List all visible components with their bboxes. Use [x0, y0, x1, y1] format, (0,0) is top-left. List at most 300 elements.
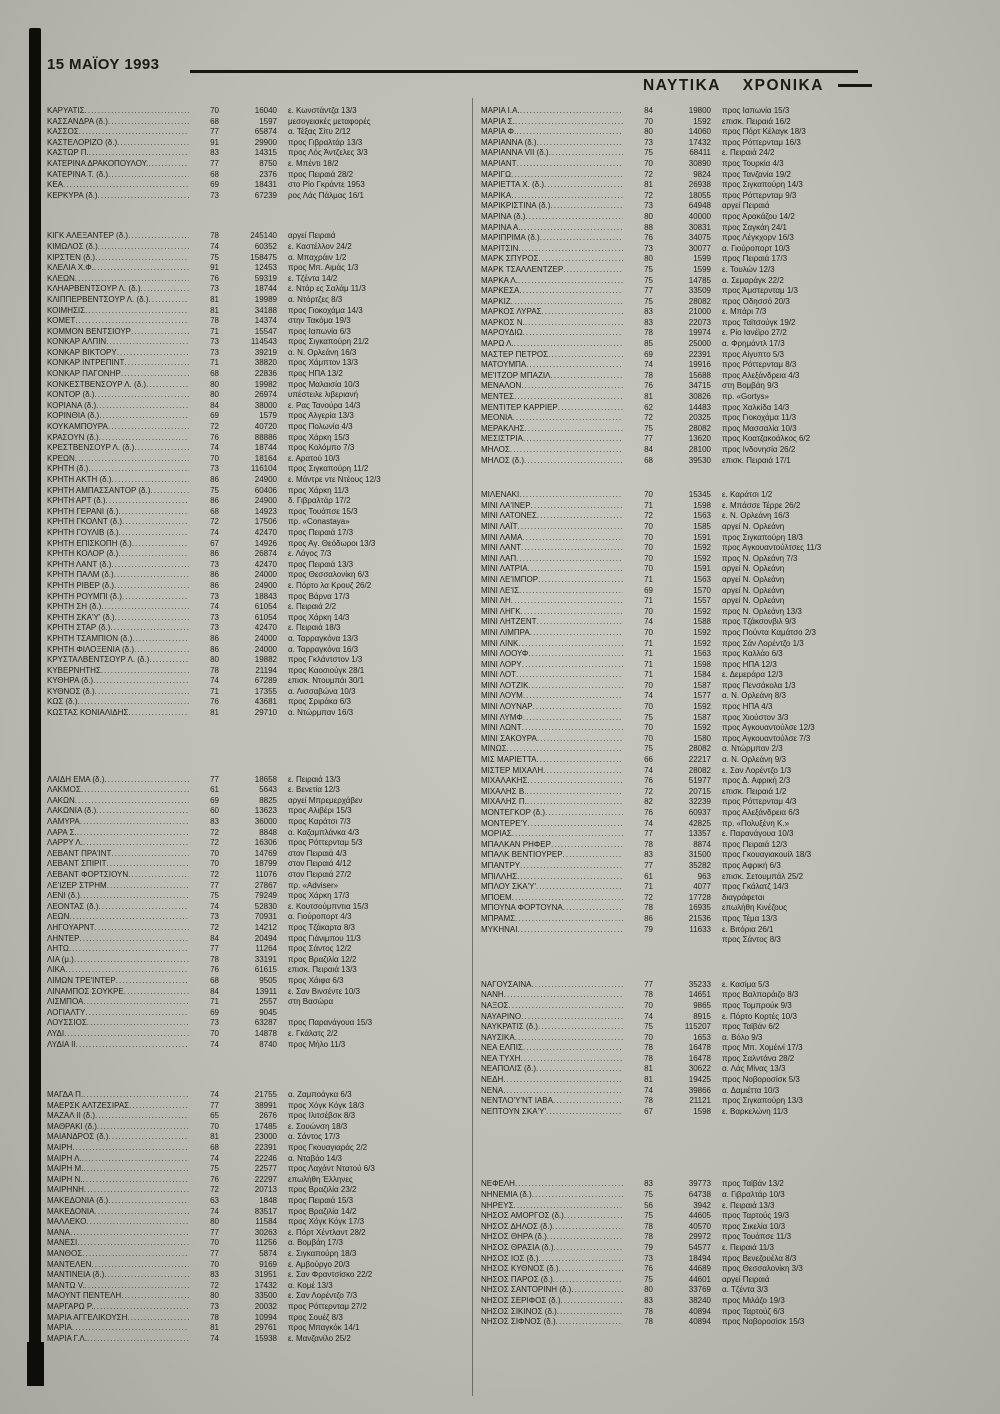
- ship-name-cell: [481, 596, 623, 607]
- ship-row: [47, 592, 468, 603]
- ship-name-cell: [481, 575, 623, 586]
- ship-name-cell: [47, 1090, 189, 1101]
- ship-year: 72: [644, 413, 653, 423]
- ship-status: μεσογειακές μεταφορές: [288, 116, 371, 126]
- ship-status: προς Πειραιά 13/3: [288, 559, 354, 569]
- ship-year: 80: [210, 1217, 219, 1227]
- ship-row: [481, 212, 905, 223]
- dot-leader: [77, 828, 189, 839]
- ship-name: ΛΙΣΜΠΟΑ: [47, 997, 84, 1007]
- ship-row: [481, 882, 905, 893]
- ship-status: ε. Βιτόρια 26/1: [722, 924, 774, 934]
- ship-name: ΝΕΑ ΤΥΧΗ: [481, 1053, 521, 1063]
- ship-year: 76: [644, 381, 653, 391]
- dot-leader: [128, 231, 189, 242]
- ship-tonnage: 42470: [254, 559, 277, 569]
- dot-leader: [537, 511, 623, 522]
- dot-leader: [95, 923, 189, 934]
- dot-leader: [106, 337, 189, 348]
- ship-status: ε. Σαν Βινσέντε 10/3: [288, 986, 360, 996]
- dot-leader: [98, 242, 189, 253]
- ship-row: [481, 350, 905, 361]
- ship-year: 78: [644, 328, 653, 338]
- ship-status: ε. Δεμεράρα 12/3: [722, 670, 783, 680]
- ship-tonnage: 16040: [254, 106, 277, 115]
- ship-year: 70: [644, 606, 653, 616]
- ship-status: προς Τανζανία 19/2: [722, 169, 791, 179]
- ship-tonnage: 26874: [254, 549, 277, 559]
- ship-row: [47, 602, 468, 613]
- ship-name-cell: [481, 297, 623, 308]
- ship-status: προς Καράτσι 7/3: [288, 817, 351, 827]
- ship-tonnage: 44689: [688, 1264, 711, 1274]
- ship-year: 83: [210, 148, 219, 158]
- ship-name: ΜΑΙΡΗΝΗ: [47, 1185, 84, 1195]
- ship-name: ΜΑΡΚ ΣΠΥΡΟΣ: [481, 254, 539, 264]
- ship-name-cell: [481, 1201, 623, 1212]
- ship-tonnage: 21121: [689, 1096, 711, 1106]
- dot-leader: [75, 454, 189, 465]
- ship-name-cell: [47, 475, 189, 486]
- ship-name: ΚΛΕΛΙΑ Χ.Φ.: [47, 263, 94, 273]
- ship-name: ΜΙΝΙ ΛΑΤΡΙΑ: [481, 564, 528, 574]
- ship-row: [481, 191, 905, 202]
- dot-leader: [83, 838, 189, 849]
- ship-name: ΚΟΡΙΝΘΙΑ (δ.): [47, 411, 100, 421]
- ship-tonnage: 33191: [254, 954, 277, 964]
- dot-leader: [552, 1222, 623, 1233]
- ship-status: προς Σιγκαπούρη 11/2: [288, 464, 369, 474]
- ship-name-cell: [481, 413, 623, 424]
- ship-row: [481, 297, 905, 308]
- ship-year: 70: [644, 1032, 653, 1042]
- ship-status: προς Λός Άντζελες 3/3: [288, 148, 368, 158]
- ship-name: ΛΑΡΑ Σ.: [47, 827, 77, 837]
- ship-year: 69: [210, 411, 219, 421]
- ship-name-cell: [47, 1040, 189, 1051]
- dot-leader: [83, 997, 189, 1008]
- ship-status: α. Τέξας Σίτυ 2/12: [288, 127, 351, 137]
- ship-row: [481, 787, 905, 798]
- ship-tonnage: 42470: [254, 623, 277, 633]
- ship-row: [481, 1107, 905, 1118]
- ship-name: ΝΑΥΑΡΙΝΟ: [481, 1011, 522, 1021]
- ship-name: ΜΙΧΑΛΑΚΗΣ: [481, 776, 528, 786]
- ship-status: προς Άμστερνταμ 1/3: [722, 286, 798, 296]
- ship-year: 70: [644, 532, 653, 542]
- ship-year: 68: [210, 169, 219, 179]
- ship-year: 75: [644, 1022, 653, 1032]
- dot-leader: [122, 517, 189, 528]
- ship-year: 72: [210, 517, 219, 527]
- ship-row: [481, 776, 905, 787]
- ship-status: προς Αλεξάνδρεια 4/3: [722, 370, 800, 380]
- ship-tonnage: 25000: [688, 339, 711, 349]
- dot-leader: [132, 634, 189, 645]
- ship-status: προς Ιαπωνία 6/3: [288, 326, 351, 336]
- ship-name-cell: [481, 1222, 623, 1233]
- ship-name: ΚΟΝΚΕΣΤΒΕΝΣΟΥΡ Λ. (δ.): [47, 379, 147, 389]
- ship-tonnage: 13620: [688, 434, 711, 444]
- ship-status: προς Πειραιά 12/3: [722, 839, 788, 849]
- ship-tonnage: 30622: [688, 1064, 711, 1074]
- ship-name-cell: [481, 318, 623, 329]
- ship-row: [47, 464, 468, 475]
- dot-leader: [513, 413, 623, 424]
- ship-row: [481, 990, 905, 1001]
- ship-name: ΜΙΝΙ ΛΟΟΥΦ: [481, 649, 529, 659]
- dot-leader: [524, 456, 623, 467]
- ship-status: προς Νοβοροσίσκ 5/3: [722, 1075, 800, 1085]
- ship-name-cell: [481, 381, 623, 392]
- dot-leader: [72, 1323, 189, 1334]
- ship-year: 85: [644, 339, 653, 349]
- ship-tonnage: 34715: [688, 381, 711, 391]
- ship-status: προς Αλγερία 13/3: [288, 411, 354, 421]
- ship-name: ΜΑΡΟΥΔΙΩ: [481, 328, 523, 338]
- ship-group: [481, 980, 905, 1118]
- ship-tonnage: 40894: [688, 1306, 711, 1316]
- ship-row: [47, 507, 468, 518]
- ship-row: [481, 1285, 905, 1296]
- ship-year: 74: [210, 443, 219, 453]
- ship-status: προς Ν. Ορλεάνη 13/3: [722, 606, 802, 616]
- ship-row: [47, 902, 468, 913]
- ship-status: [281, 1008, 468, 1019]
- dot-leader: [547, 1232, 623, 1243]
- dot-leader: [537, 138, 623, 149]
- ship-row: [481, 180, 905, 191]
- ship-status: ε. Αρατού 10/3: [288, 453, 340, 463]
- ship-tonnage: 17355: [254, 686, 277, 696]
- ship-name-cell: [47, 507, 189, 518]
- ship-name-cell: [481, 925, 623, 936]
- dot-leader: [553, 1243, 623, 1254]
- dot-leader: [510, 445, 623, 456]
- ship-row: [47, 655, 468, 666]
- ship-name-cell: [47, 170, 189, 181]
- ship-status: προς Ταϊβάν 6/2: [722, 1022, 780, 1032]
- ship-year: 71: [644, 659, 653, 669]
- ship-row: [481, 713, 905, 724]
- ship-tonnage: 5643: [259, 785, 277, 795]
- ship-name-cell: [47, 1175, 189, 1186]
- ship-name: ΛΕΒΑΝΤ ΠΡΑ'ΙΝΤ: [47, 848, 112, 858]
- ship-status: προς Λαχάντ Ντατού 6/3: [288, 1164, 375, 1174]
- ship-row: [47, 191, 468, 202]
- ship-name-cell: [481, 522, 623, 533]
- ship-year: 70: [644, 733, 653, 743]
- ship-tonnage: 60406: [254, 485, 277, 495]
- ship-name-cell: [47, 1228, 189, 1239]
- ship-year: 76: [644, 1264, 653, 1274]
- ship-name: ΝΗΣΟΣ ΙΟΣ (δ.): [481, 1253, 539, 1263]
- ship-name: ΜΠΑΛΚΑΝ ΡΗΦΕΡ: [481, 839, 551, 849]
- ship-name: ΝΗΝΕΜΙΑ (δ.): [481, 1190, 532, 1200]
- ship-status: α. Κομέ 13/3: [288, 1280, 333, 1290]
- dot-leader: [550, 371, 623, 382]
- ship-year: 74: [644, 1011, 653, 1021]
- dot-leader: [563, 265, 623, 276]
- ship-name-cell: [47, 859, 189, 870]
- ship-name: ΚΡΥΣΤΑΛΒΕΝΤΣΟΥΡ Λ. (δ.): [47, 655, 150, 665]
- ship-name: ΚΑΣΤΩΡ Π.: [47, 148, 89, 158]
- ship-year: 78: [210, 1312, 219, 1322]
- dot-leader: [121, 1291, 189, 1302]
- ship-tonnage: 1592: [693, 606, 711, 616]
- ship-name: ΜΙΧΑΛΗΣ Β.: [481, 786, 527, 796]
- ship-row: [481, 893, 905, 904]
- ship-name-cell: [481, 201, 623, 212]
- ship-row: [47, 316, 468, 327]
- ship-year: 73: [644, 243, 653, 253]
- ship-status: αργεί Πειραιά: [722, 201, 770, 211]
- ship-tonnage: 116104: [250, 464, 277, 474]
- dot-leader: [131, 327, 189, 338]
- ship-row: [47, 306, 468, 317]
- ship-year: 83: [210, 1270, 219, 1280]
- ship-name: ΛΕΒΑΝΤ ΣΠΙΡΙΤ: [47, 859, 107, 869]
- ship-name-cell: [481, 170, 623, 181]
- ship-status: α. Λάς Μίνας 13/3: [722, 1064, 786, 1074]
- ship-status: ε. Καστέλλον 24/2: [288, 241, 352, 251]
- ship-year: 77: [210, 774, 219, 784]
- ship-status: επωλήθη Έλληνες: [288, 1174, 353, 1184]
- dot-leader: [526, 787, 623, 798]
- ship-name-cell: [47, 411, 189, 422]
- dot-leader: [106, 496, 189, 507]
- ship-row: [481, 159, 905, 170]
- ship-row: [481, 1222, 905, 1233]
- ship-tonnage: 8825: [259, 795, 277, 805]
- dot-leader: [563, 850, 623, 861]
- dot-leader: [511, 170, 623, 181]
- ship-row: [47, 634, 468, 645]
- ship-name: ΜΟΡΙΑΣ: [481, 829, 512, 839]
- ship-year: 71: [644, 649, 653, 659]
- dot-leader: [516, 554, 623, 565]
- ship-row: [481, 575, 905, 586]
- ship-tonnage: 13911: [255, 986, 277, 996]
- dot-leader: [531, 980, 623, 991]
- ship-status: α. Ταρραγκόνα 16/3: [288, 644, 359, 654]
- ship-name: ΝΕΝΤΛΟ'Υ'ΝΤ ΙΑΒΑ: [481, 1096, 553, 1106]
- ship-status: α. Ντόρτζες 8/3: [288, 294, 343, 304]
- ship-year: 77: [210, 944, 219, 954]
- ship-name: ΚΟΥΚΑΜΠΟΥΡΑ: [47, 422, 108, 432]
- ship-name-cell: [481, 511, 623, 522]
- ship-year: 70: [210, 1238, 219, 1248]
- ship-name-cell: [47, 1029, 189, 1040]
- ship-year: [627, 935, 653, 946]
- ship-tonnage: 67289: [254, 676, 277, 686]
- ship-name-cell: [481, 850, 623, 861]
- ship-row: [481, 914, 905, 925]
- ship-tonnage: 3942: [693, 1200, 711, 1210]
- dot-leader: [70, 1228, 189, 1239]
- dot-leader: [549, 148, 623, 159]
- ship-name-cell: [47, 623, 189, 634]
- ship-name: ΜΕΝΤΙΤΕΡ ΚΑΡΡΙΕΡ: [481, 402, 558, 412]
- ship-name: ΚΡΗΤΗ ΛΑΝΤ (δ.): [47, 559, 112, 569]
- ship-tonnage: 17506: [254, 517, 277, 527]
- ship-row: [481, 586, 905, 597]
- ship-tonnage: 8740: [259, 1039, 277, 1049]
- ship-name: ΛΑΡΡΥ Λ.: [47, 838, 83, 848]
- dot-leader: [503, 1086, 623, 1097]
- ship-name-cell: [47, 708, 189, 719]
- ship-name: ΛΑΙΔΗ ΕΜΑ (δ.): [47, 774, 105, 784]
- ship-tonnage: 19989: [254, 294, 277, 304]
- dot-leader: [108, 1196, 189, 1207]
- ship-name: ΜΑΡΙΑΝΤ: [481, 158, 517, 168]
- dot-leader: [107, 881, 189, 892]
- ship-name: ΜΑΙΡΗ Μ.: [47, 1164, 84, 1174]
- ship-year: 78: [210, 231, 219, 241]
- ship-name: ΜΑΣΤΕΡ ΠΕΤΡΟΣ: [481, 349, 549, 359]
- ship-row: [47, 1207, 468, 1218]
- ship-name-cell: [481, 244, 623, 255]
- ship-status: προς Γκουαγιαράς 2/2: [288, 1143, 368, 1153]
- dot-leader: [520, 861, 623, 872]
- ship-row: [481, 744, 905, 755]
- ship-name-cell: [481, 628, 623, 639]
- ship-tonnage: 14769: [254, 848, 277, 858]
- dot-leader: [512, 829, 623, 840]
- ship-tonnage: 22217: [688, 755, 711, 765]
- ship-name-cell: [481, 872, 623, 883]
- ship-status: προς Μαλαισία 10/3: [288, 379, 360, 389]
- ship-row: [47, 697, 468, 708]
- ship-year: 71: [644, 882, 653, 892]
- ship-name: ΜΙΝΙ ΣΑΚΟΥΡΑ: [481, 733, 537, 743]
- ship-row: [47, 912, 468, 923]
- ship-year: 83: [644, 307, 653, 317]
- ship-name-cell: [47, 923, 189, 934]
- dot-leader: [546, 1107, 623, 1118]
- ship-status: α. Φρημάντλ 17/3: [722, 339, 785, 349]
- ship-name: ΜΠΛΟΥ ΣΚΑ'Υ': [481, 882, 537, 892]
- ship-row: [481, 148, 905, 159]
- ship-name-cell: [47, 944, 189, 955]
- ship-year: 72: [644, 892, 653, 902]
- ship-name-cell: [47, 180, 189, 191]
- dot-leader: [106, 859, 189, 870]
- dot-leader: [528, 649, 623, 660]
- ship-name: ΚΙΓΚ ΑΛΕΞΑΝΤΕΡ (δ.): [47, 231, 129, 241]
- ship-tonnage: 64738: [688, 1190, 711, 1200]
- dot-leader: [528, 564, 623, 575]
- column-divider: [472, 98, 473, 1396]
- ship-status: προς Βενεζουέλα 8/3: [722, 1253, 797, 1263]
- dot-leader: [114, 570, 189, 581]
- ship-name: ΝΑΥΚΡΑΤΙΣ (δ.): [481, 1022, 538, 1032]
- ship-row: [481, 1179, 905, 1190]
- ship-row: [481, 201, 905, 212]
- header-rule: [190, 70, 858, 73]
- ship-row: [47, 934, 468, 945]
- ship-row: [481, 339, 905, 350]
- ship-tonnage: 1592: [693, 723, 711, 733]
- dot-leader: [82, 1154, 189, 1165]
- dot-leader: [504, 990, 623, 1001]
- ship-row: [47, 180, 468, 191]
- ship-tonnage: 1585: [693, 521, 711, 531]
- dot-leader: [111, 560, 189, 571]
- dot-leader: [114, 581, 189, 592]
- ship-status: επισκ. Ντουμπάι 30/1: [288, 676, 365, 686]
- ship-tonnage: 17432: [254, 1280, 277, 1290]
- ship-tonnage: 22246: [254, 1153, 277, 1163]
- ship-tonnage: 28082: [688, 765, 711, 775]
- dot-leader: [538, 254, 623, 265]
- ship-name: ΜΑΚΕΔΟΝΙΑ: [47, 1206, 95, 1216]
- ship-status: α. Τζέντα 3/3: [722, 1285, 768, 1295]
- ship-status: προς Τουάπσε 11/3: [722, 1232, 792, 1242]
- ship-tonnage: 39530: [688, 455, 711, 465]
- ship-tonnage: 1580: [693, 733, 711, 743]
- ship-status: ε. Κωνστάντζα 13/3: [288, 106, 357, 115]
- dot-leader: [108, 1132, 189, 1143]
- ship-row: [481, 1201, 905, 1212]
- ship-tonnage: 28082: [688, 744, 711, 754]
- ship-tonnage: 19916: [688, 360, 711, 370]
- ship-status: προς Χιούστον 3/3: [722, 712, 789, 722]
- ship-tonnage: 19974: [688, 328, 711, 338]
- ship-name: ΜΠΑΝΤΡΥ: [481, 860, 521, 870]
- ship-year: 68: [210, 975, 219, 985]
- dot-leader: [78, 697, 190, 708]
- ship-name-cell: [481, 1107, 623, 1118]
- ship-tonnage: 2676: [259, 1111, 277, 1121]
- ship-status: προς Πειραιά 28/2: [288, 169, 354, 179]
- ship-name-cell: [47, 912, 189, 923]
- ship-name: ΜΙΝΙ ΛΑΝΤ: [481, 543, 522, 553]
- dot-leader: [538, 1022, 623, 1033]
- ship-name: ΝΕΠΤΟΥΝ ΣΚΑ'Υ': [481, 1106, 546, 1116]
- ship-status: ε. Πειραιά 13/3: [722, 1200, 775, 1210]
- ship-year: 73: [210, 190, 219, 200]
- ship-row: [481, 490, 905, 501]
- dot-leader: [515, 914, 623, 925]
- ship-group: [481, 106, 905, 466]
- ship-year: 74: [644, 360, 653, 370]
- ship-name: ΜΠΟΕΜ: [481, 892, 512, 902]
- ship-year: 78: [644, 1306, 653, 1316]
- ship-year: 73: [210, 337, 219, 347]
- ship-tonnage: 67239: [254, 190, 277, 200]
- ship-year: 73: [210, 623, 219, 633]
- ship-tonnage: 29972: [688, 1232, 711, 1242]
- ship-year: 74: [210, 1153, 219, 1163]
- ship-status: πρ. «Adviser»: [288, 880, 339, 890]
- ship-year: 75: [644, 148, 653, 158]
- ship-row: [47, 676, 468, 687]
- ship-name: ΚΑΣΤΕΛΟΡΙΖΟ (δ.): [47, 137, 118, 147]
- ship-year: 69: [210, 180, 219, 190]
- ship-name-cell: [481, 254, 623, 265]
- ship-tonnage: 38240: [688, 1295, 711, 1305]
- issue-date: 15 ΜΑΪΟΥ 1993: [47, 56, 160, 73]
- ship-tonnage: 9865: [693, 1000, 711, 1010]
- ship-name: ΜΑΡΚΙΖ: [481, 296, 511, 306]
- dot-leader: [516, 127, 623, 138]
- ship-status: προς Χάρκη 14/3: [288, 612, 350, 622]
- ship-row: [481, 501, 905, 512]
- ship-tonnage: 26938: [688, 180, 711, 190]
- dot-leader: [88, 464, 189, 475]
- ship-name-cell: [481, 1001, 623, 1012]
